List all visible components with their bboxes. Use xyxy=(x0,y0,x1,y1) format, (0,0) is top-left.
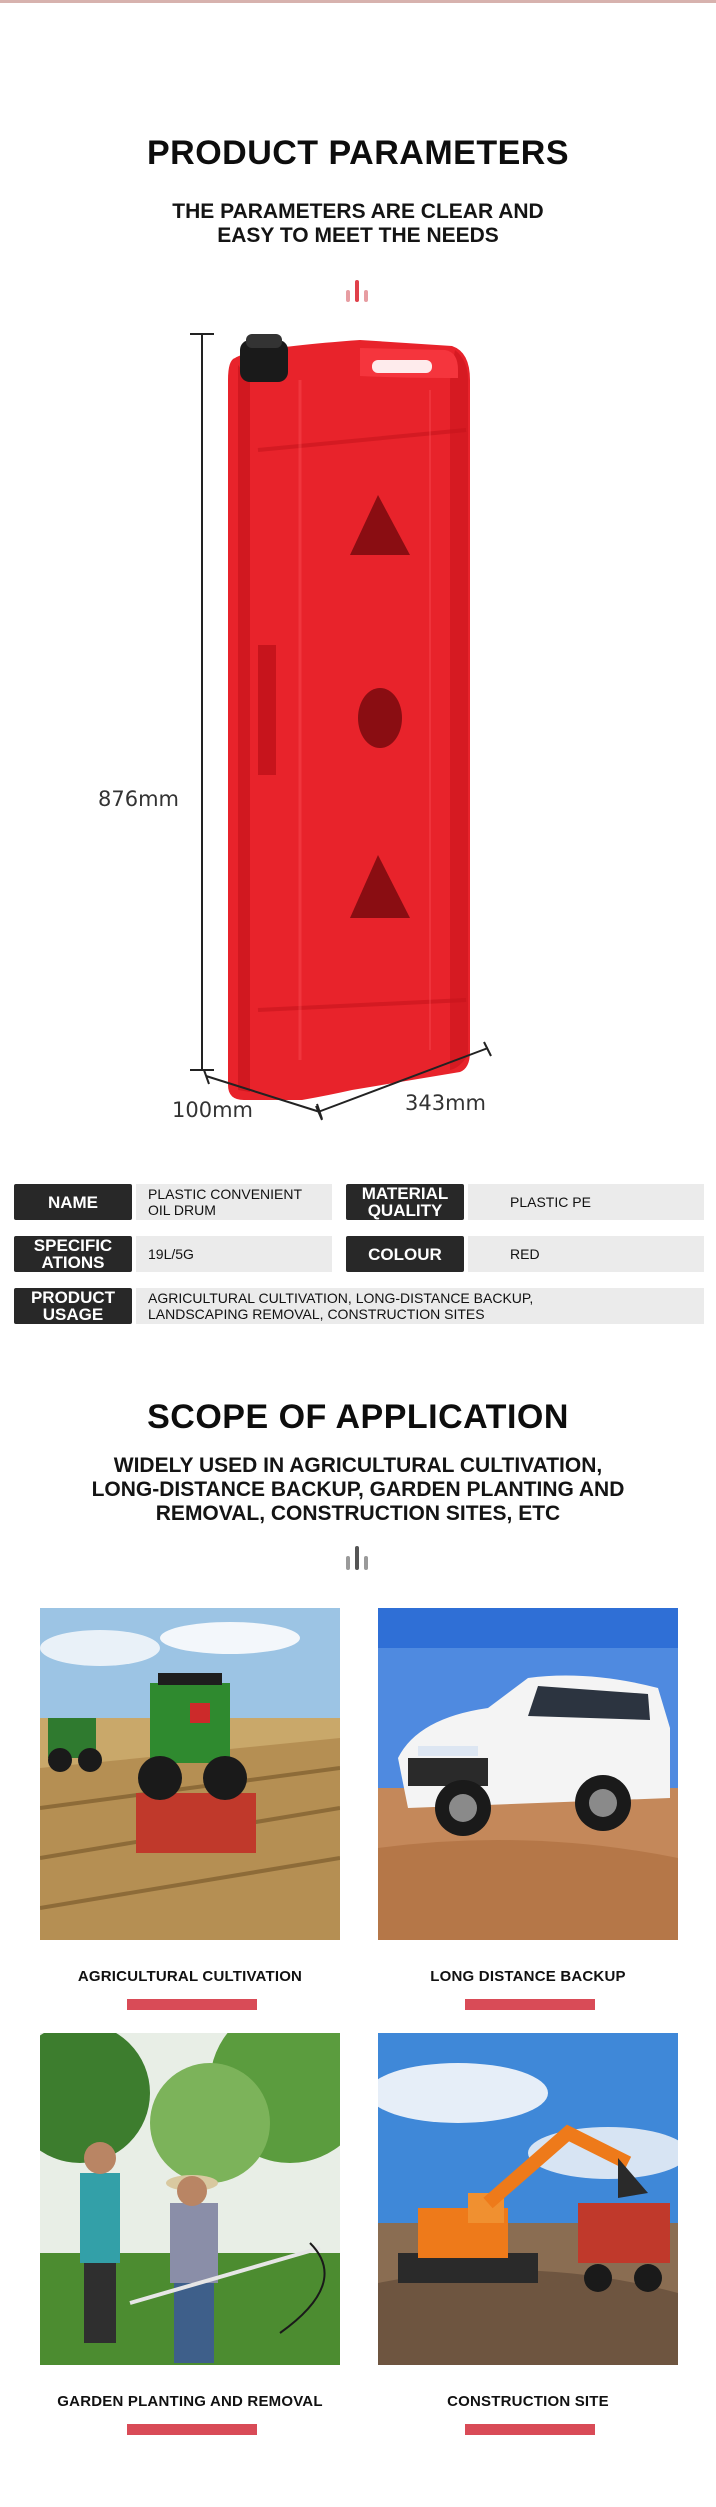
spec-material-label-line1: MATERIAL xyxy=(361,1184,449,1203)
construction-photo xyxy=(378,2033,678,2365)
spec-material-label xyxy=(346,1184,464,1220)
application-title: SCOPE OF APPLICATION xyxy=(147,1398,569,1436)
parameters-subtitle-line2: EASY TO MEET THE NEEDS xyxy=(217,224,499,247)
parameters-subtitle-line1: THE PARAMETERS ARE CLEAR AND xyxy=(172,200,544,223)
jerrycan-image xyxy=(228,334,470,1100)
top-divider xyxy=(0,0,716,3)
application-subtitle-line3: REMOVAL, CONSTRUCTION SITES, ETC xyxy=(155,1502,561,1525)
application-caption: CONSTRUCTION SITE xyxy=(447,2393,609,2410)
caption-underline xyxy=(127,2424,257,2435)
garden-photo xyxy=(40,2033,340,2365)
accent-bars-icon xyxy=(342,276,374,302)
spec-material-label-line2: QUALITY xyxy=(367,1201,443,1220)
caption-underline xyxy=(465,2424,595,2435)
product-figure xyxy=(0,320,716,1140)
spec-usage-value-line1: AGRICULTURAL CULTIVATION, LONG-DISTANCE BACKUP, xyxy=(148,1290,534,1306)
accent-bars-icon xyxy=(342,1544,374,1570)
spec-usage-value xyxy=(136,1288,704,1324)
spec-colour-label: COLOUR xyxy=(346,1236,464,1272)
application-subtitle-line1: WIDELY USED IN AGRICULTURAL CULTIVATION, xyxy=(113,1454,603,1477)
application-caption: GARDEN PLANTING AND REMOVAL xyxy=(57,2393,323,2410)
spec-name-value-line2: OIL DRUM xyxy=(148,1202,216,1218)
spec-specifications-label xyxy=(14,1236,132,1272)
application-subtitle-line2: LONG-DISTANCE BACKUP, GARDEN PLANTING AND xyxy=(91,1478,625,1501)
spec-colour-value: RED xyxy=(468,1236,704,1272)
caption-underline xyxy=(465,1999,595,2010)
car-photo xyxy=(378,1608,678,1940)
application-caption: LONG DISTANCE BACKUP xyxy=(430,1968,626,1985)
caption-underline xyxy=(127,1999,257,2010)
spec-usage-label-line2: USAGE xyxy=(42,1305,104,1324)
depth-label: 100mm xyxy=(172,1098,253,1122)
spec-usage-label-line1: PRODUCT xyxy=(30,1288,116,1307)
spec-specifications-label-line1: SPECIFIC xyxy=(33,1236,113,1255)
spec-name-value-line1: PLASTIC CONVENIENT xyxy=(148,1186,303,1202)
spec-usage-value-line2: LANDSCAPING REMOVAL, CONSTRUCTION SITES xyxy=(148,1306,485,1322)
width-label: 343mm xyxy=(405,1091,486,1115)
parameters-title: PRODUCT PARAMETERS xyxy=(146,134,570,172)
spec-name-value xyxy=(136,1184,332,1220)
agriculture-photo xyxy=(40,1608,340,1940)
spec-material-value: PLASTIC PE xyxy=(468,1184,704,1220)
spec-name-label: NAME xyxy=(14,1184,132,1220)
application-caption: AGRICULTURAL CULTIVATION xyxy=(77,1968,303,1985)
spec-specifications-label-line2: ATIONS xyxy=(41,1253,105,1272)
height-label: 876mm xyxy=(98,787,179,811)
spec-specifications-value: 19L/5G xyxy=(136,1236,332,1272)
height-dimension-line xyxy=(190,334,214,1070)
spec-usage-label xyxy=(14,1288,132,1324)
